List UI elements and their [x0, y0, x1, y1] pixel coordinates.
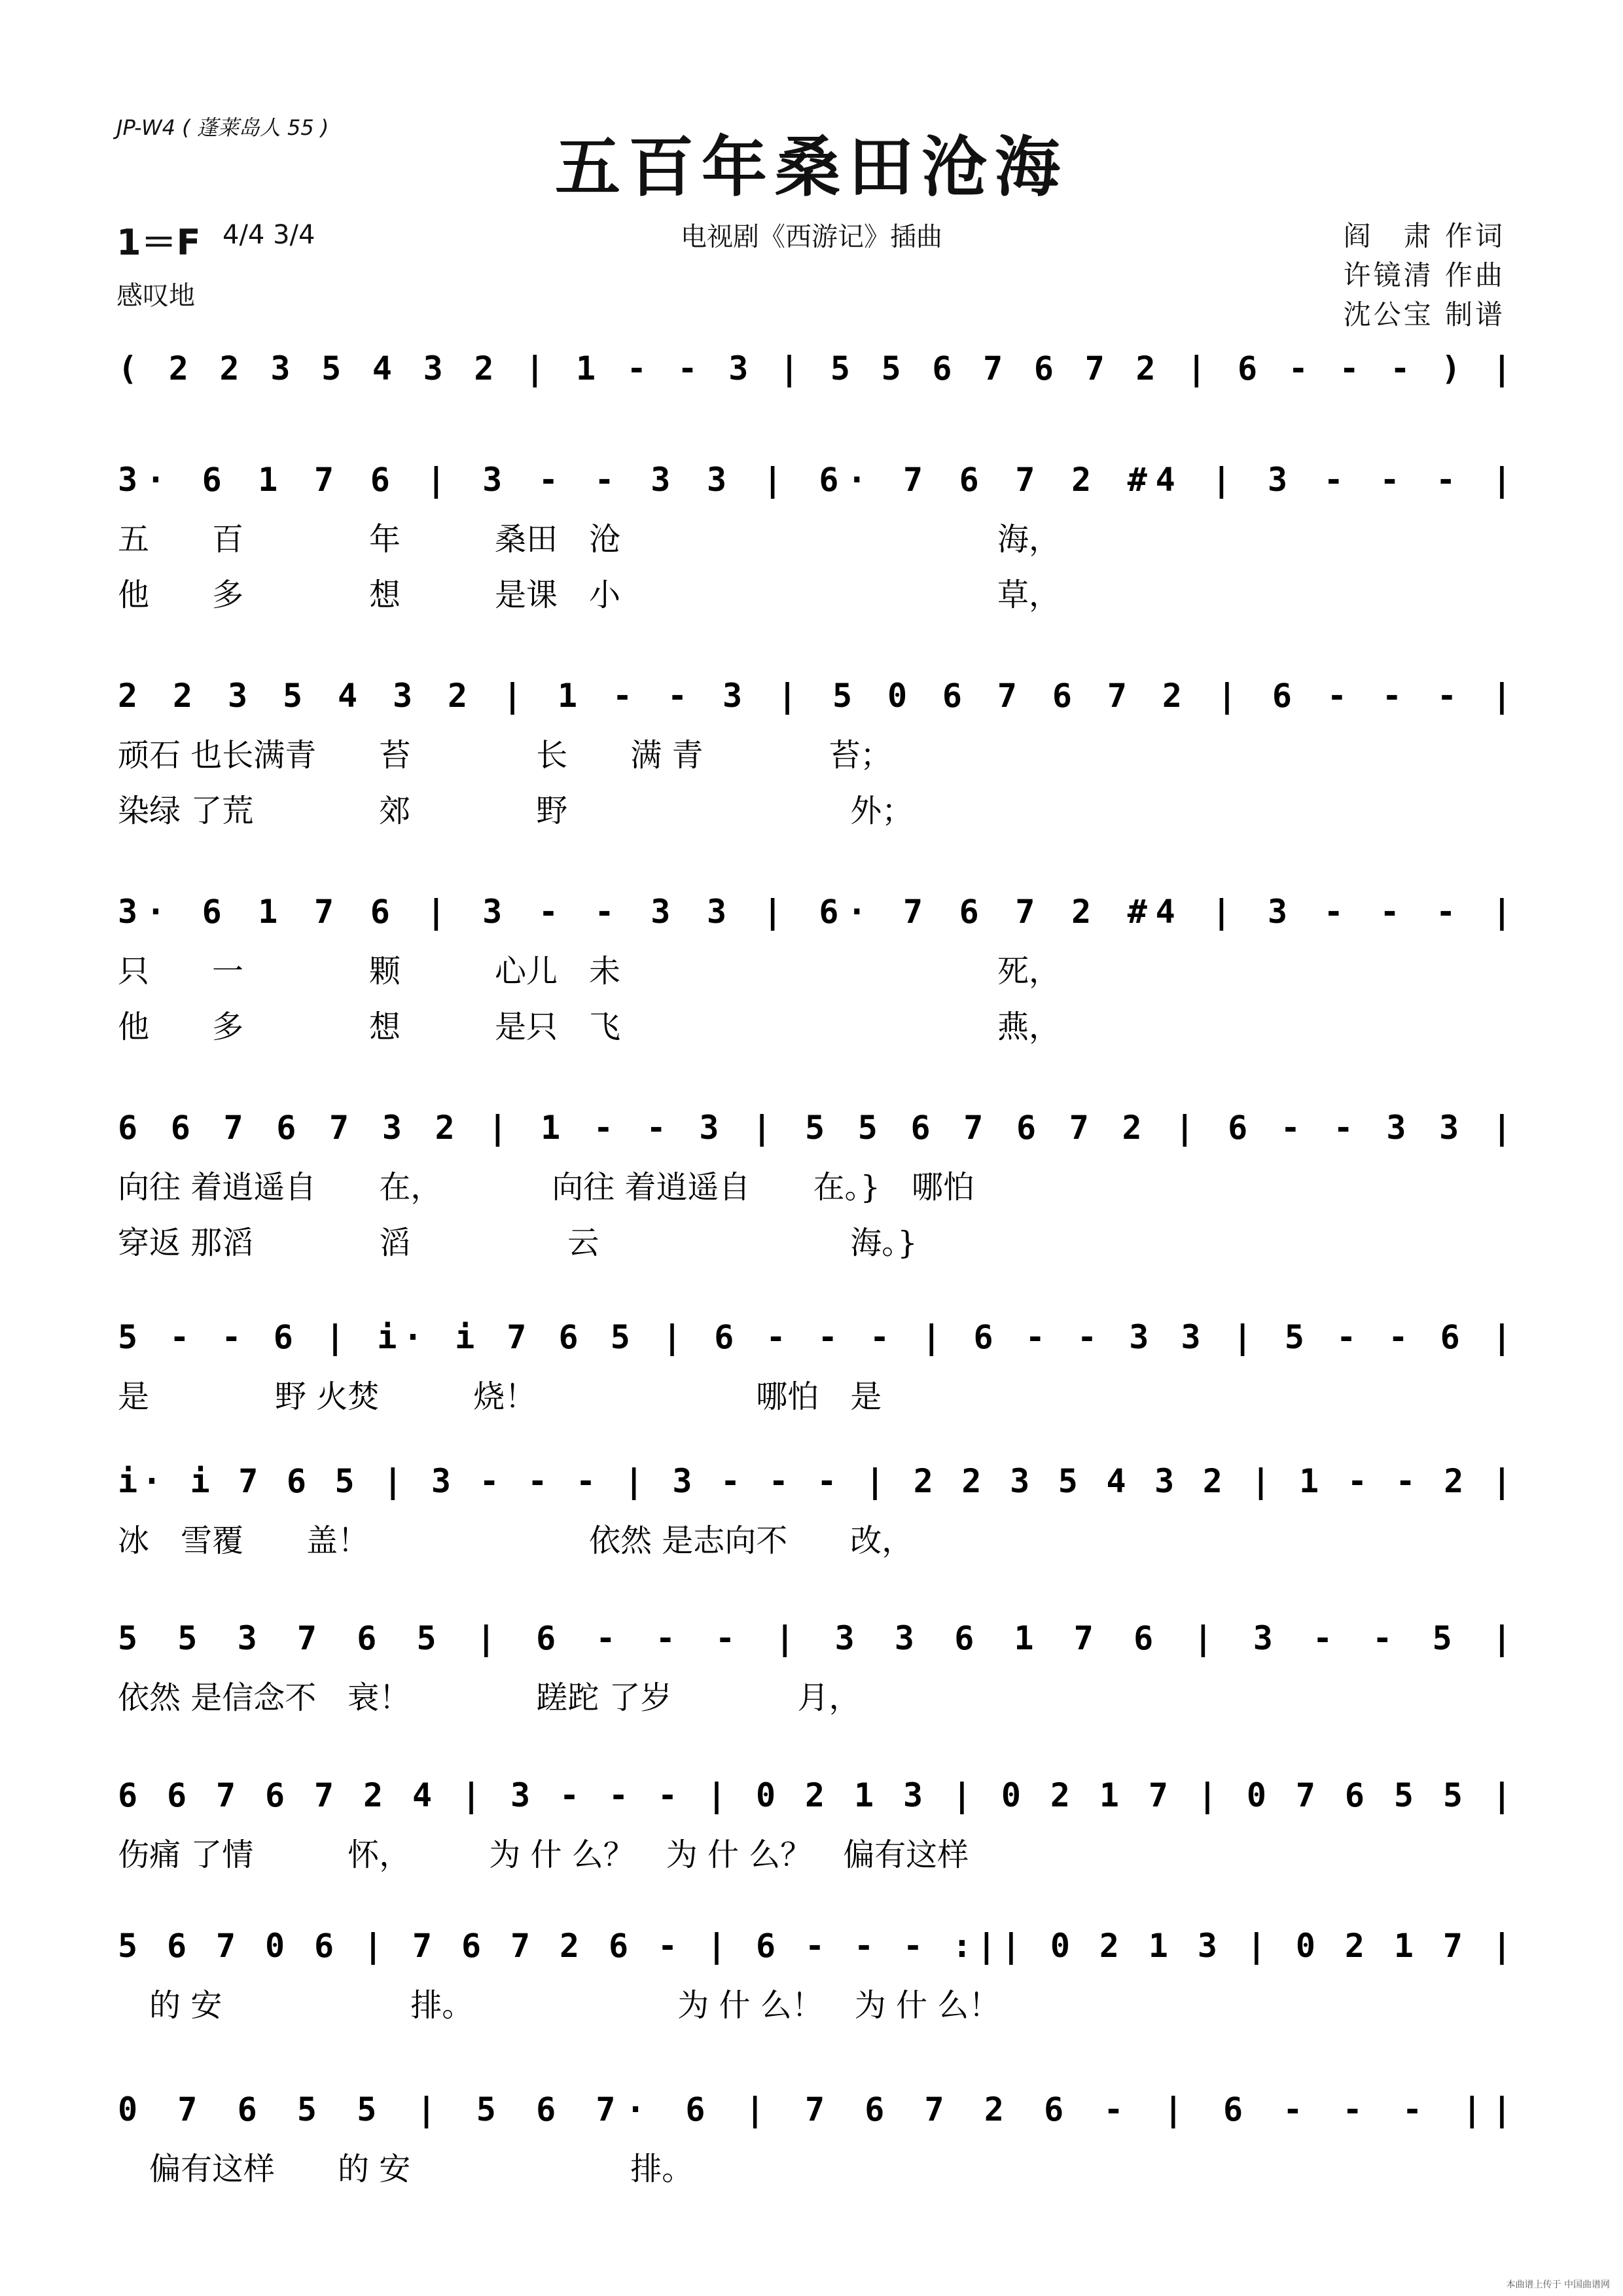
notation-line: i· i 7 6 5 | 3 - - - | 3 - - - | 2 2 3 5 4 3 2 | 1 - - 2 |	[118, 1462, 1512, 1500]
score-row	[118, 677, 1512, 829]
notation-line: 2 2 3 5 4 3 2 | 1 - - 3 | 5 0 6 7 6 7 2 | 6 - - - |	[118, 677, 1512, 715]
score-row	[118, 2090, 1512, 2187]
credit-lyricist: 阎 肃 作词	[1343, 220, 1505, 252]
lyric-line: 他 多 想 是课 小 草，	[118, 577, 1061, 613]
tempo-marking: 感叹地	[116, 281, 195, 311]
lyric-line: 只 一 颗 心儿 未 死，	[118, 953, 1061, 990]
song-source: 电视剧《西游记》插曲	[681, 222, 942, 252]
score-row	[118, 461, 1512, 613]
time-signature: 4/4 3/4	[223, 220, 315, 250]
notation-line: 0 7 6 5 5 | 5 6 7· 6 | 7 6 7 2 6 - | 6 - - - ||	[118, 2090, 1512, 2128]
lyric-line: 伤痛 了情 怀， 为 什 么？ 为 什 么？ 偏有这样	[118, 1837, 969, 1873]
lyric-line: 是 野 火焚 烧！ 哪怕 是	[118, 1378, 882, 1415]
notation-line: 5 6 7 0 6 | 7 6 7 2 6 - | 6 - - - :|| 0 2 1 3 | 0 2 1 7 |	[118, 1927, 1512, 1965]
score-row	[118, 1619, 1512, 1716]
notation-line: 3· 6 1 7 6 | 3 - - 3 3 | 6· 7 6 7 2 #4 | 3 - - - |	[118, 893, 1512, 931]
lyric-line: 他 多 想 是只 飞 燕，	[118, 1009, 1061, 1045]
score-code: JP-W4 ( 蓬莱岛人 55 )	[116, 115, 329, 140]
score-row	[118, 350, 1512, 387]
score-row	[118, 1927, 1512, 2024]
notation-line: 5 - - 6 | i· i 7 6 5 | 6 - - - | 6 - - 3 3 | 5 - - 6 |	[118, 1318, 1512, 1356]
lyric-line: 顽石 也长满青 苔 长 满 青 苔；	[118, 737, 892, 774]
lyric-line: 五 百 年 桑田 沧 海，	[118, 521, 1061, 558]
credit-composer: 许镜清 作曲	[1343, 259, 1505, 291]
score-row	[118, 893, 1512, 1045]
score-row	[118, 1109, 1512, 1261]
song-title: 五百年桑田沧海	[555, 128, 1068, 206]
notation-line: 3· 6 1 7 6 | 3 - - 3 3 | 6· 7 6 7 2 #4 | 3 - - - |	[118, 461, 1512, 499]
notation-line: ( 2 2 3 5 4 3 2 | 1 - - 3 | 5 5 6 7 6 7 2 | 6 - - - ) |	[118, 350, 1512, 387]
lyric-line: 冰 雪覆 盖！ 依然 是志向不 改，	[118, 1522, 914, 1559]
credit-transcriber: 沈公宝 制谱	[1343, 298, 1505, 331]
lyric-line: 的 安 排。 为 什 么！ 为 什 么！	[118, 1987, 1001, 2024]
notation-line: 6 6 7 6 7 2 4 | 3 - - - | 0 2 1 3 | 0 2 1 7 | 0 7 6 5 5 |	[118, 1776, 1512, 1814]
lyric-line: 向往 着逍遥自 在， 向往 着逍遥自 在。} 哪怕	[118, 1169, 975, 1206]
lyric-line: 穿返 那滔 滔 云 海。}	[118, 1225, 918, 1261]
score-row	[118, 1462, 1512, 1559]
key-signature: 1＝F	[116, 222, 201, 263]
lyric-line: 偏有这样 的 安 排。	[118, 2151, 694, 2187]
notation-line: 5 5 3 7 6 5 | 6 - - - | 3 3 6 1 7 6 | 3 - - 5 |	[118, 1619, 1512, 1657]
score-row	[118, 1318, 1512, 1415]
lyric-line: 依然 是信念不 衰！ 蹉跎 了岁 月，	[118, 1679, 861, 1716]
footer-note: 本曲谱上传于 中国曲谱网	[1506, 2280, 1610, 2290]
notation-line: 6 6 7 6 7 3 2 | 1 - - 3 | 5 5 6 7 6 7 2 | 6 - - 3 3 |	[118, 1109, 1512, 1147]
score-row	[118, 1776, 1512, 1873]
lyric-line: 染绿 了荒 郊 野 外；	[118, 793, 914, 829]
